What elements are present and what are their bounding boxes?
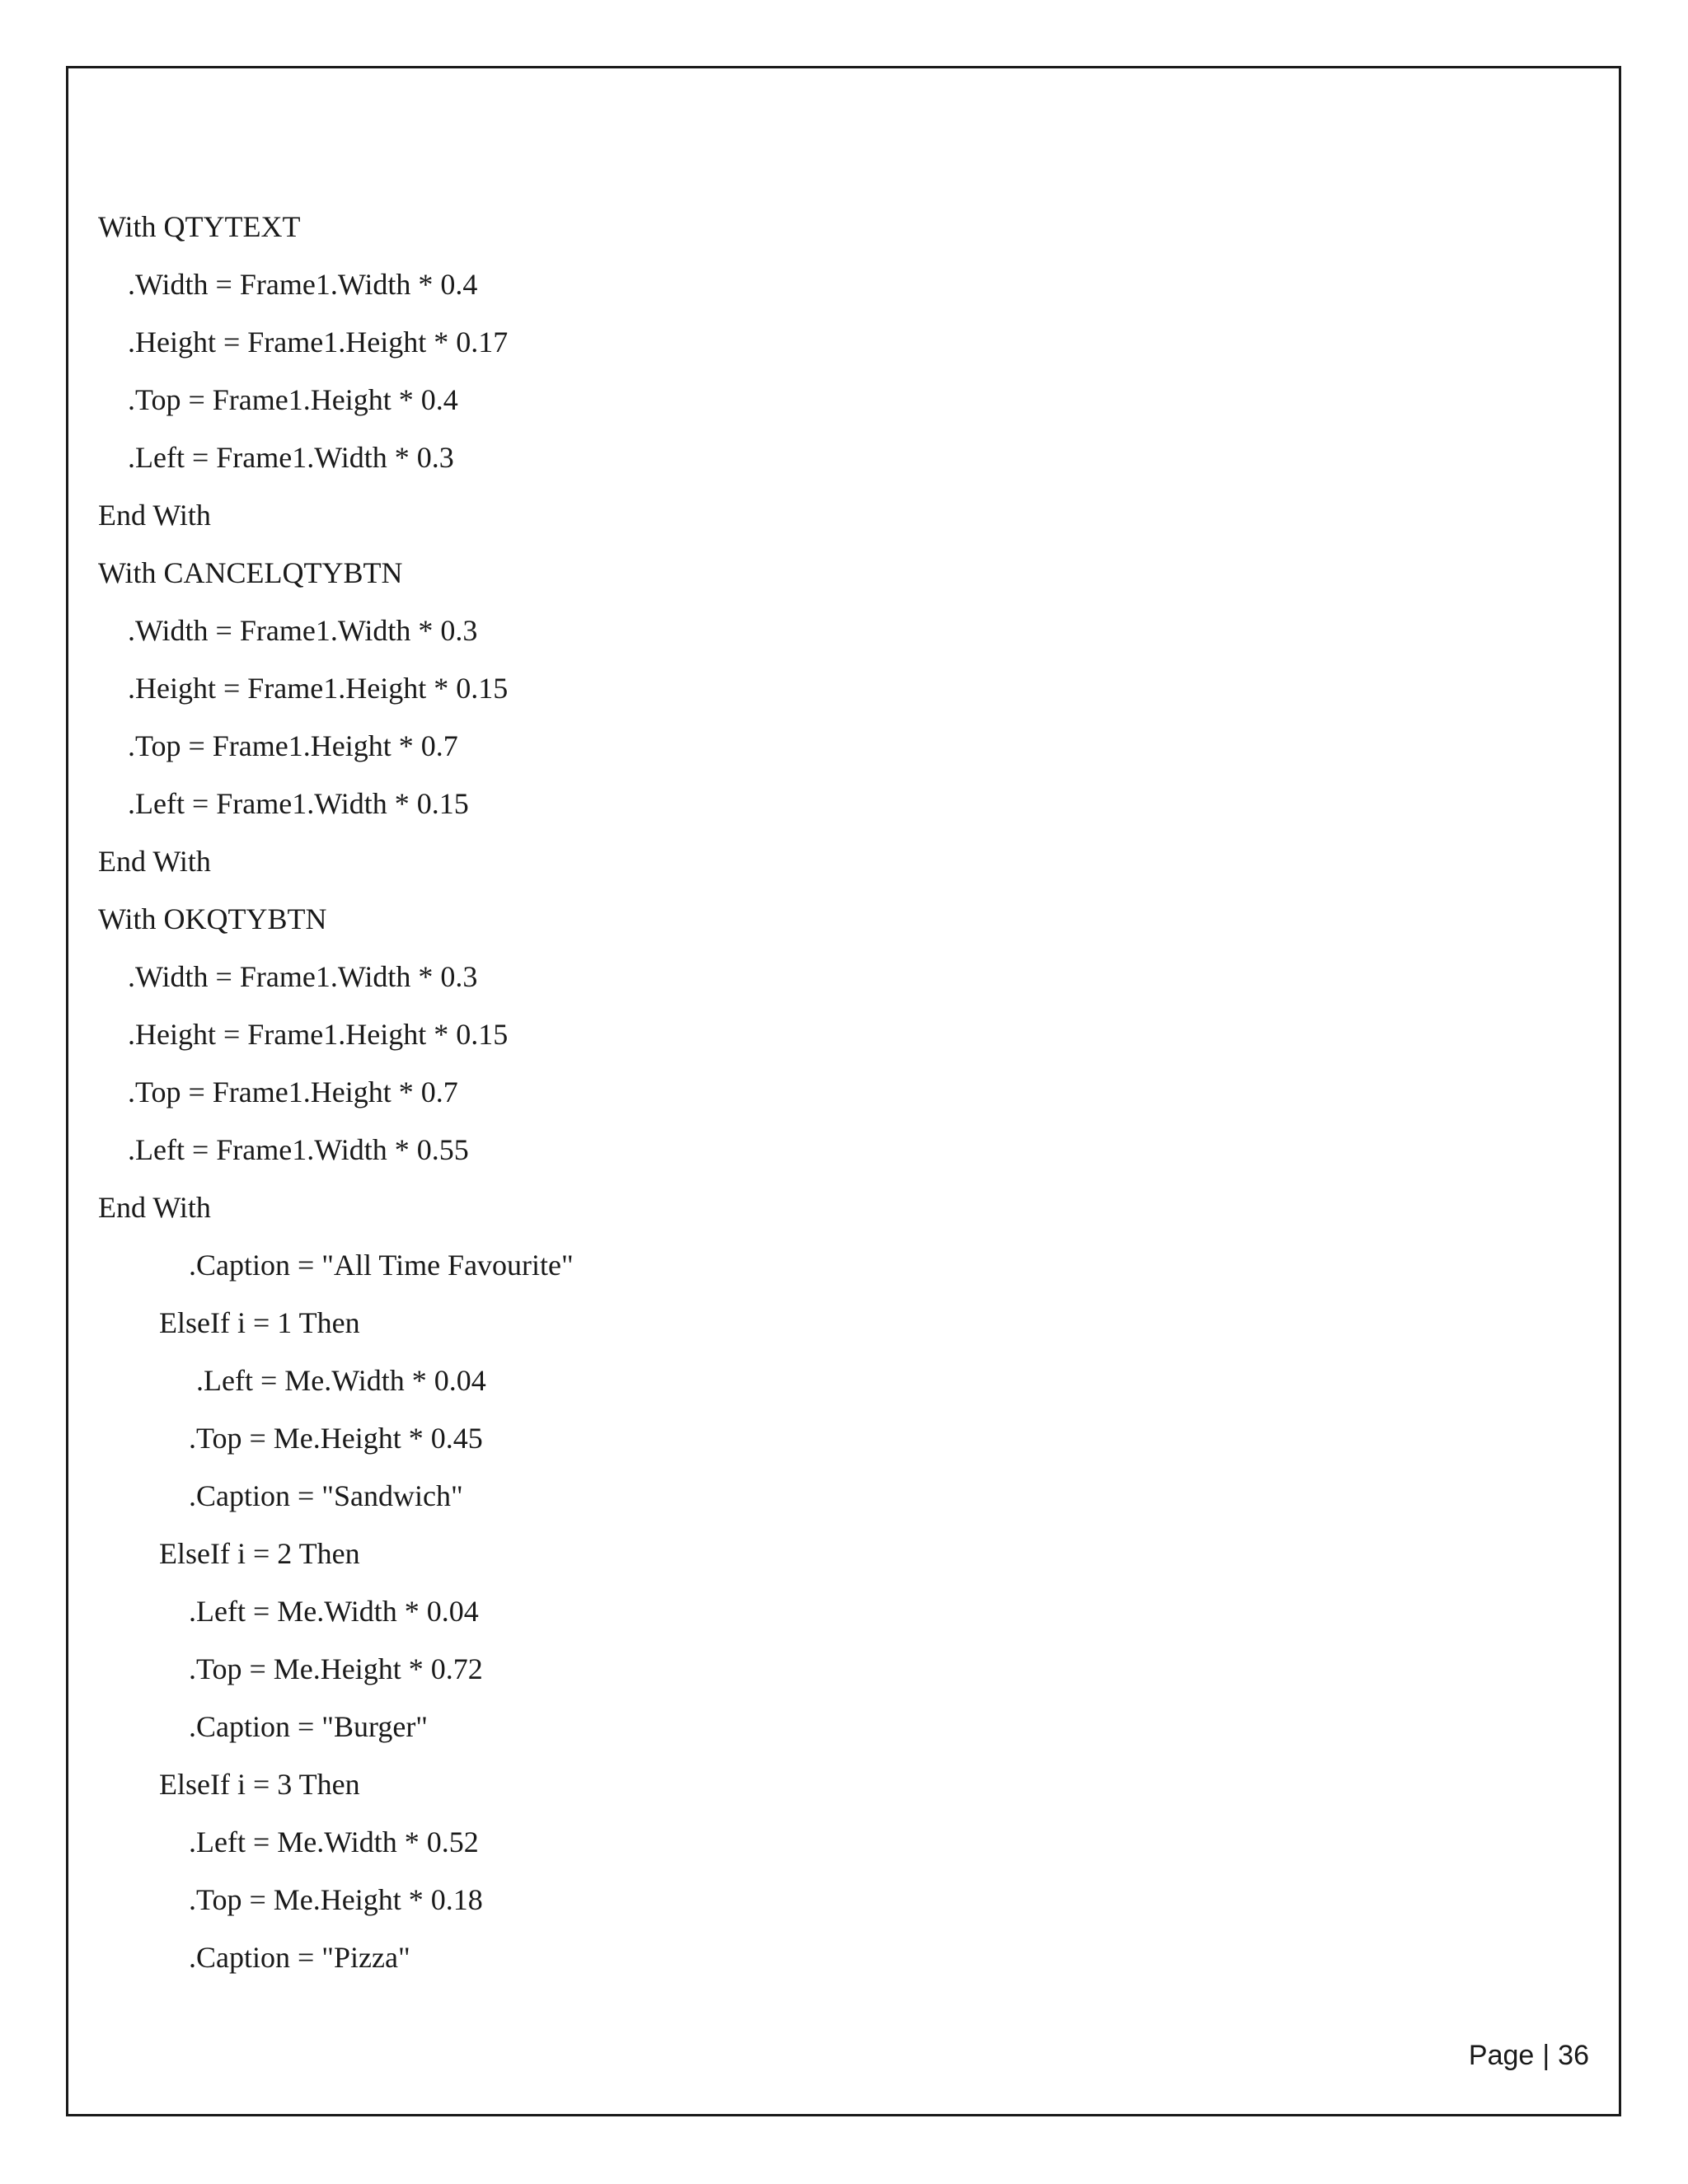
code-line: .Top = Me.Height * 0.18: [189, 1883, 483, 1916]
code-line: End With: [98, 499, 211, 532]
code-line: .Top = Frame1.Height * 0.7: [128, 1076, 458, 1108]
code-line: .Width = Frame1.Width * 0.3: [128, 960, 478, 993]
page-number: 36: [1558, 2040, 1589, 2071]
code-line: .Left = Me.Width * 0.52: [189, 1825, 479, 1858]
code-line: .Top = Frame1.Height * 0.7: [128, 729, 458, 762]
code-line: With CANCELQTYBTN: [98, 556, 403, 589]
code-line: .Left = Frame1.Width * 0.15: [128, 787, 469, 820]
code-line: .Left = Me.Width * 0.04: [189, 1595, 479, 1628]
code-line: .Caption = "All Time Favourite": [189, 1249, 574, 1282]
code-line: .Top = Me.Height * 0.72: [189, 1652, 483, 1685]
code-line: .Top = Me.Height * 0.45: [189, 1422, 483, 1455]
code-listing: [98, 198, 574, 1986]
code-line: .Width = Frame1.Width * 0.4: [128, 268, 478, 301]
code-line: .Caption = "Sandwich": [189, 1479, 463, 1512]
code-line: End With: [98, 1191, 211, 1224]
page-separator: |: [1542, 2040, 1550, 2071]
code-line: .Left = Me.Width * 0.04: [196, 1364, 486, 1397]
code-line: .Height = Frame1.Height * 0.15: [128, 1018, 509, 1051]
code-line: ElseIf i = 2 Then: [159, 1537, 360, 1570]
code-line: With QTYTEXT: [98, 210, 301, 243]
code-line: .Left = Frame1.Width * 0.3: [128, 441, 454, 474]
page-footer: [1453, 2008, 1589, 2072]
code-line: With OKQTYBTN: [98, 902, 327, 935]
code-line: .Top = Frame1.Height * 0.4: [128, 383, 458, 416]
page-label: Page: [1468, 2040, 1535, 2071]
code-line: .Left = Frame1.Width * 0.55: [128, 1133, 469, 1166]
code-line: End With: [98, 845, 211, 878]
code-line: ElseIf i = 1 Then: [159, 1306, 360, 1339]
code-line: .Caption = "Pizza": [189, 1941, 410, 1974]
code-line: .Caption = "Burger": [189, 1710, 429, 1743]
code-line: ElseIf i = 3 Then: [159, 1768, 360, 1801]
code-line: .Height = Frame1.Height * 0.15: [128, 672, 509, 705]
code-line: .Width = Frame1.Width * 0.3: [128, 614, 478, 647]
code-line: .Height = Frame1.Height * 0.17: [128, 326, 509, 359]
